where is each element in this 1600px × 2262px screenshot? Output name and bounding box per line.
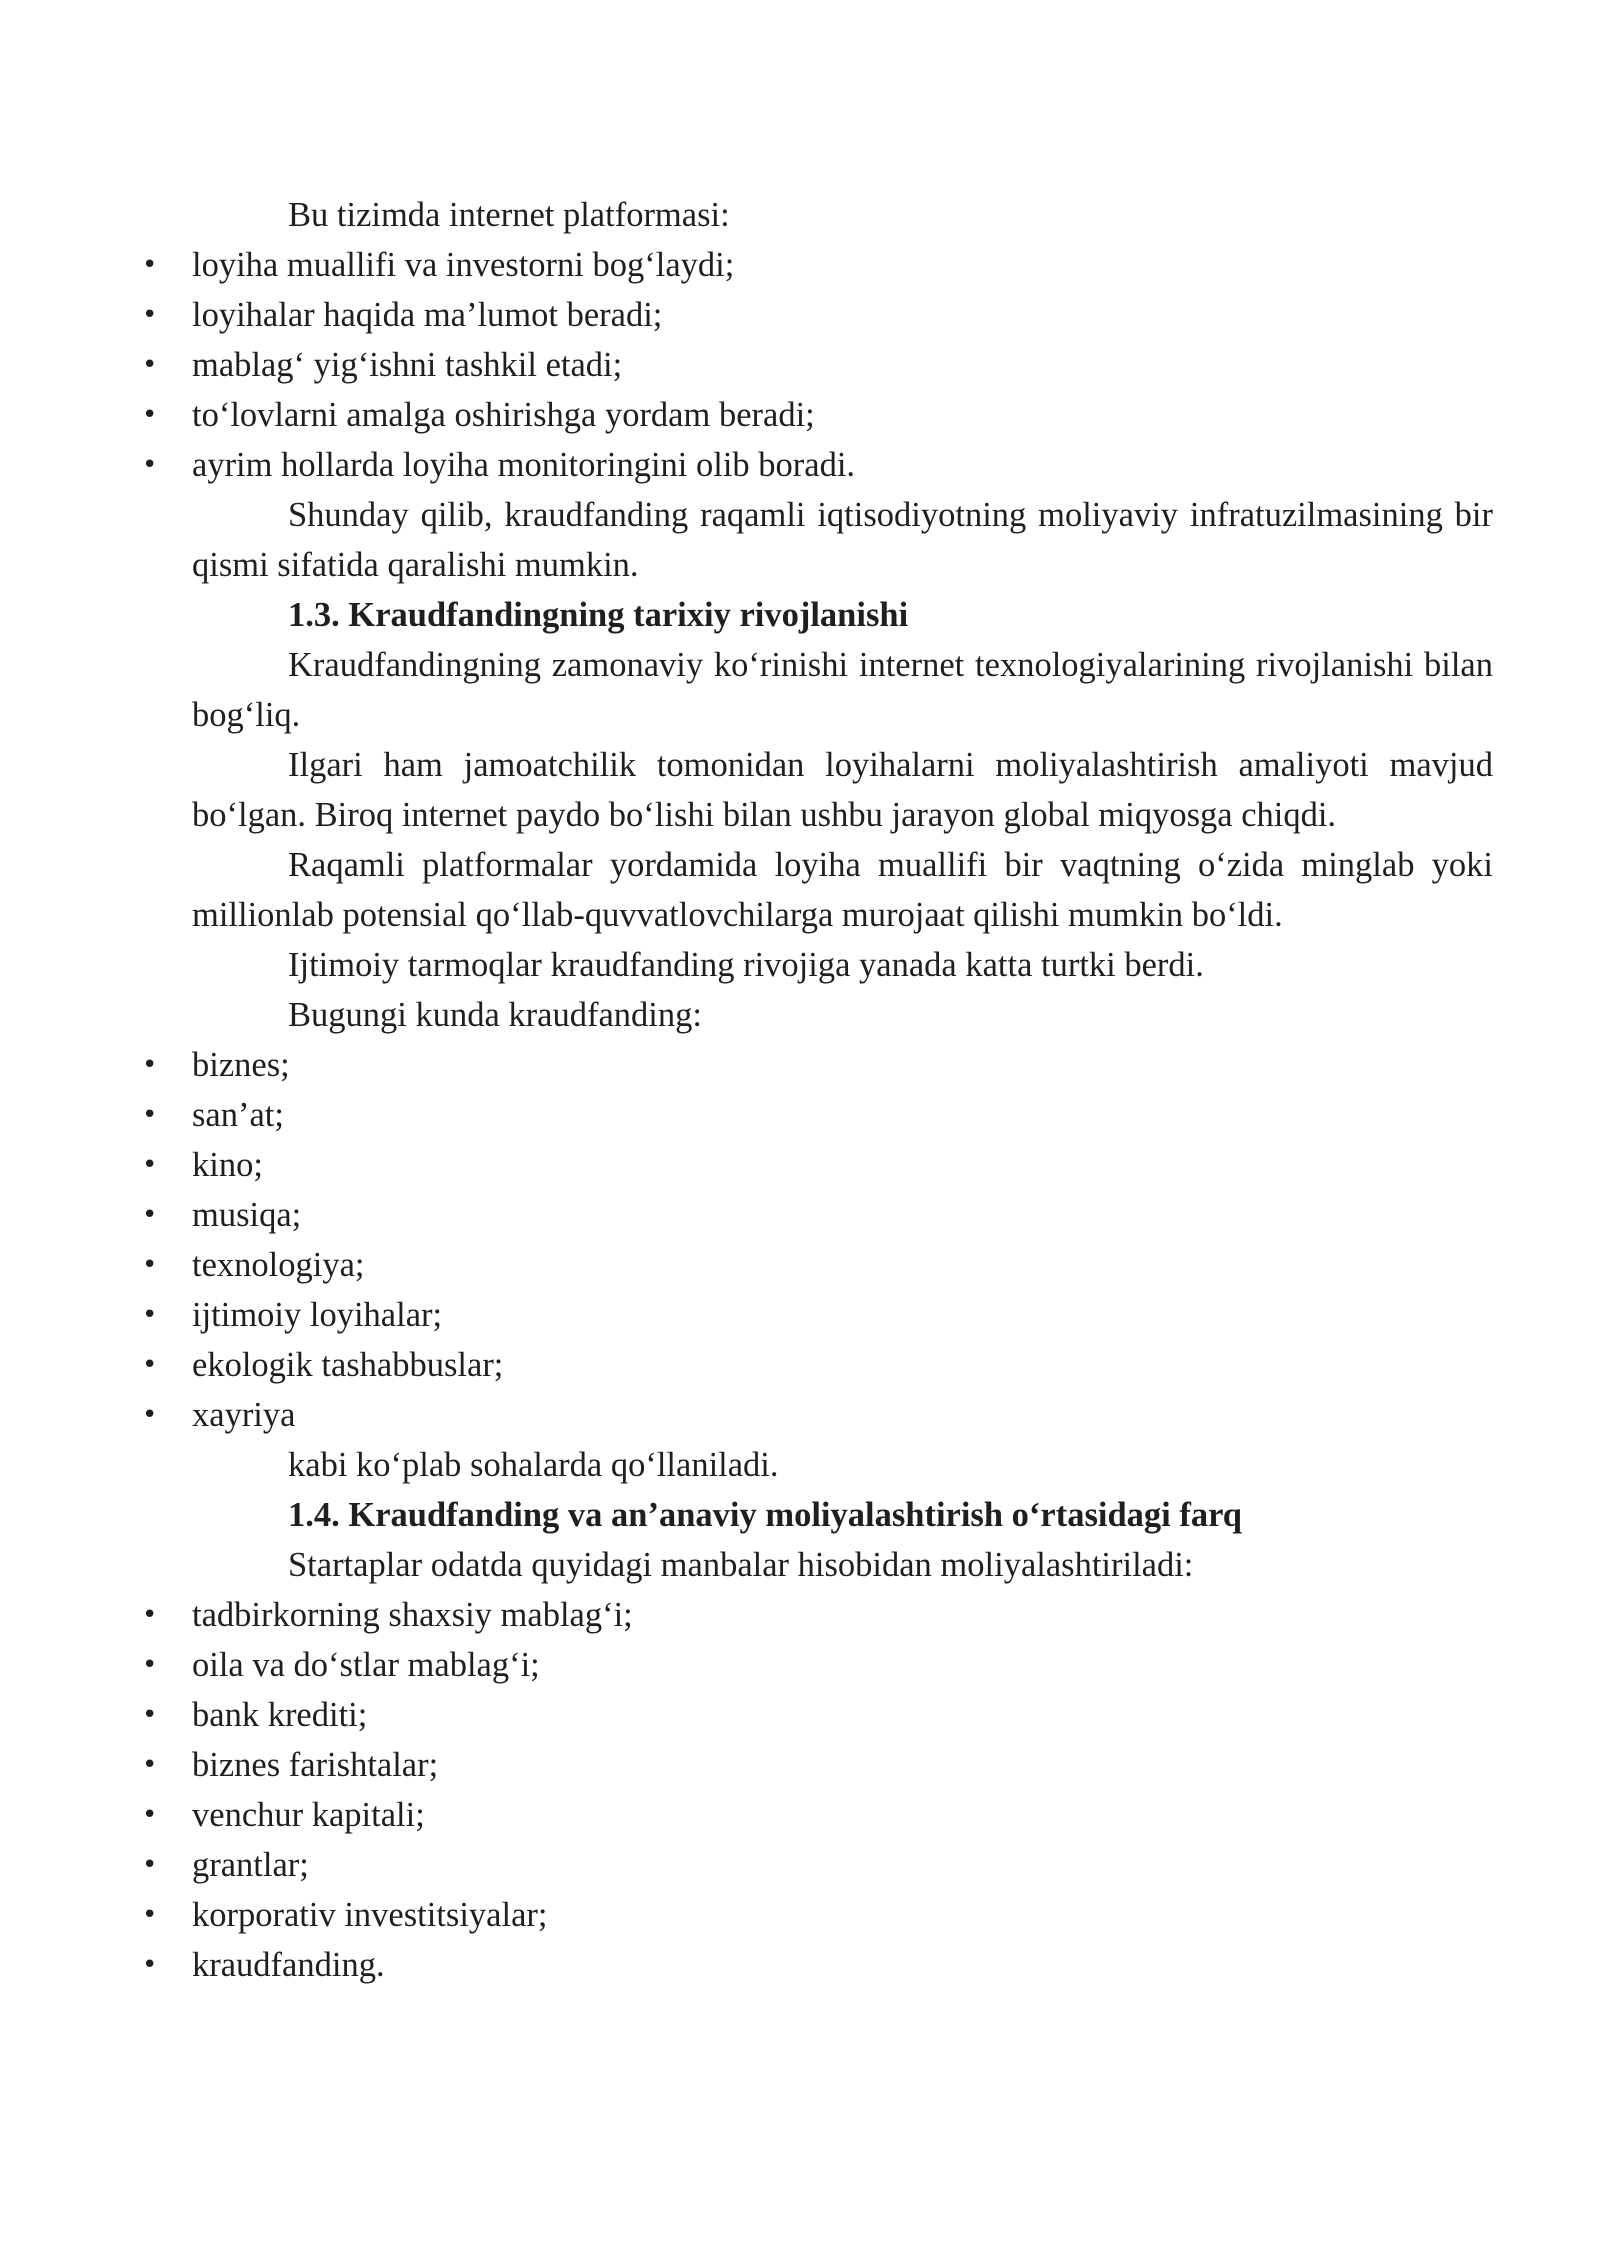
list-item-text: xayriya	[192, 1396, 296, 1434]
list-item	[142, 340, 1493, 390]
bullet-icon: •	[142, 250, 158, 280]
paragraph-areas-conclusion: kabi ko‘plab sohalarda qo‘llaniladi.	[288, 1446, 779, 1484]
paragraph-conclusion: Shunday qilib, kraudfanding raqamli iqtisodiyotning moliyaviy infratuzilmasining bir qismi sifatida qaralishi mumkin.	[192, 496, 1493, 584]
list-item-text: ekologik tashabbuslar;	[192, 1346, 504, 1384]
list-item-text: musiqa;	[192, 1196, 302, 1234]
funding-sources-list	[142, 1590, 1493, 1990]
bullet-icon: •	[142, 1050, 158, 1080]
list-item-text: bank krediti;	[192, 1696, 368, 1734]
intro-funding-sources: Startaplar odatda quyidagi manbalar hisobidan moliyalashtiriladi:	[288, 1546, 1194, 1584]
list-item	[142, 1140, 1493, 1190]
bullet-icon: •	[142, 1850, 158, 1880]
intro-platform: Bu tizimda internet platformasi:	[288, 196, 730, 234]
list-item	[142, 290, 1493, 340]
bullet-icon: •	[142, 350, 158, 380]
section-heading-1-3: 1.3. Kraudfandingning tarixiy rivojlanishi	[288, 596, 909, 634]
list-item-text: biznes farishtalar;	[192, 1746, 439, 1784]
list-item	[142, 1690, 1493, 1740]
list-item-text: grantlar;	[192, 1846, 309, 1884]
list-item-text: tadbirkorning shaxsiy mablag‘i;	[192, 1596, 633, 1634]
bullet-icon: •	[142, 1250, 158, 1280]
bullet-icon: •	[142, 1200, 158, 1230]
list-item-text: oila va do‘stlar mablag‘i;	[192, 1646, 540, 1684]
bullet-icon: •	[142, 450, 158, 480]
list-item	[142, 1790, 1493, 1840]
bullet-icon: •	[142, 1950, 158, 1980]
list-item-text: ijtimoiy loyihalar;	[192, 1296, 443, 1334]
bullet-icon: •	[142, 1400, 158, 1430]
bullet-icon: •	[142, 1600, 158, 1630]
bullet-icon: •	[142, 1650, 158, 1680]
section-heading-1-4: 1.4. Kraudfanding va an’anaviy moliyalashtirish o‘rtasidagi farq	[288, 1496, 1242, 1534]
bullet-icon: •	[142, 1150, 158, 1180]
list-item	[142, 1890, 1493, 1940]
list-item	[142, 1240, 1493, 1290]
list-item	[142, 1840, 1493, 1890]
bullet-icon: •	[142, 1700, 158, 1730]
paragraph-history: Ilgari ham jamoatchilik tomonidan loyihalarni moliyalashtirish amaliyoti mavjud bo‘lgan. Biroq internet paydo bo‘lishi bilan ushbu jarayon global miqyosga chiqdi.	[192, 746, 1493, 834]
list-item	[142, 390, 1493, 440]
list-item	[142, 1590, 1493, 1640]
list-item-text: loyihalar haqida ma’lumot beradi;	[192, 296, 663, 334]
list-item-text: mablag‘ yig‘ishni tashkil etadi;	[192, 346, 623, 384]
intro-today: Bugungi kunda kraudfanding:	[288, 996, 702, 1034]
list-item-text: san’at;	[192, 1096, 284, 1134]
list-item-text: kino;	[192, 1146, 263, 1184]
bullet-icon: •	[142, 300, 158, 330]
list-item-text: venchur kapitali;	[192, 1796, 425, 1834]
application-areas-list	[142, 1040, 1493, 1440]
list-item-text: ayrim hollarda loyiha monitoringini olib boradi.	[192, 446, 856, 484]
bullet-icon: •	[142, 1900, 158, 1930]
list-item	[142, 240, 1493, 290]
list-item-text: biznes;	[192, 1046, 290, 1084]
list-item-text: korporativ investitsiyalar;	[192, 1896, 548, 1934]
list-item	[142, 1340, 1493, 1390]
list-item-text: to‘lovlarni amalga oshirishga yordam beradi;	[192, 396, 815, 434]
list-item-text: kraudfanding.	[192, 1946, 385, 1984]
list-item	[142, 1090, 1493, 1140]
paragraph-digital-platforms: Raqamli platformalar yordamida loyiha muallifi bir vaqtning o‘zida minglab yoki millionlab potensial qo‘llab-quvvatlovchilarga murojaat qilishi mumkin bo‘ldi.	[192, 846, 1493, 934]
list-item-text: texnologiya;	[192, 1246, 365, 1284]
bullet-icon: •	[142, 1100, 158, 1130]
bullet-icon: •	[142, 1300, 158, 1330]
list-item	[142, 1940, 1493, 1990]
list-item	[142, 1640, 1493, 1690]
list-item	[142, 1290, 1493, 1340]
list-item	[142, 440, 1493, 490]
list-item-text: loyiha muallifi va investorni bog‘laydi;	[192, 246, 735, 284]
bullet-icon: •	[142, 1800, 158, 1830]
platform-functions-list	[142, 240, 1493, 490]
list-item	[142, 1390, 1493, 1440]
paragraph-modern-form: Kraudfandingning zamonaviy ko‘rinishi internet texnologiyalarining rivojlanishi bilan bog‘liq.	[192, 646, 1493, 734]
bullet-icon: •	[142, 400, 158, 430]
list-item	[142, 1040, 1493, 1090]
bullet-icon: •	[142, 1350, 158, 1380]
bullet-icon: •	[142, 1750, 158, 1780]
list-item	[142, 1190, 1493, 1240]
list-item	[142, 1740, 1493, 1790]
paragraph-social-networks: Ijtimoiy tarmoqlar kraudfanding rivojiga yanada katta turtki berdi.	[288, 946, 1204, 984]
